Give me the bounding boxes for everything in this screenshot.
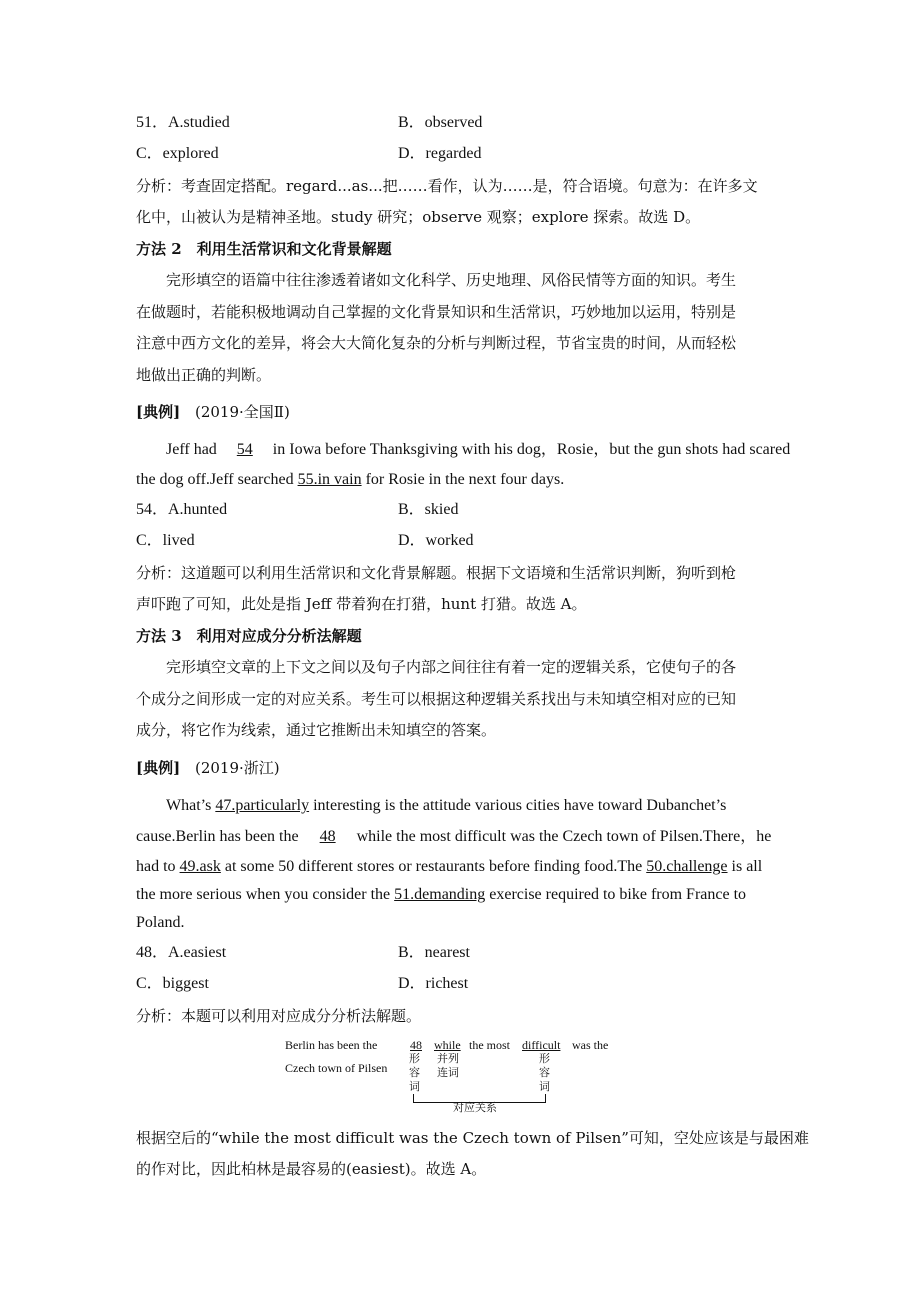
underlined-50: 50.challenge xyxy=(646,858,728,875)
q51-option-d: D．regarded xyxy=(398,145,482,162)
example1-header xyxy=(136,402,290,422)
example2-text: had to xyxy=(136,858,180,875)
conclusion-line2: 的作对比，因此柏林是最容易的(easiest)。故选 A。 xyxy=(136,1160,487,1178)
example2-header xyxy=(136,758,280,778)
diagram-label-conj-1: 并列 xyxy=(437,1052,459,1065)
q48-option-b: B．nearest xyxy=(398,944,470,961)
example2-line2 xyxy=(136,827,771,847)
diagram-text-was-the: was the xyxy=(572,1038,609,1052)
example1-label: [典例] xyxy=(136,403,181,421)
example2-text: exercise required to bike from France to xyxy=(485,886,747,903)
example2-line5: Poland. xyxy=(136,914,185,931)
method3-para-line1: 完形填空文章的上下文之间以及句子内部之间往往有着一定的逻辑关系，它使句子的各 xyxy=(166,658,737,676)
q54-option-b: B．skied xyxy=(398,501,459,518)
blank-48: 48 xyxy=(319,828,336,845)
q54-option-a: 54．A.hunted xyxy=(136,501,228,518)
example2-line4 xyxy=(136,885,746,905)
method2-para-line4: 地做出正确的判断。 xyxy=(136,366,272,384)
diagram-label-adj-left-2: 容 xyxy=(409,1066,420,1079)
q51-analysis-line2: 化中，山被认为是精神圣地。study 研究；observe 观察；explore 探索。故选 D。 xyxy=(136,208,701,226)
q51-option-a: 51．A.studied xyxy=(136,114,230,131)
example1-text: the dog off.Jeff searched xyxy=(136,471,298,488)
diagram-label-adj-left-1: 形 xyxy=(409,1052,420,1065)
q48-analysis: 分析：本题可以利用对应成分分析法解题。 xyxy=(136,1007,422,1025)
diagram-blank-48: 48 xyxy=(410,1038,422,1052)
q54-option-d: D．worked xyxy=(398,532,474,549)
diagram-label-conj-2: 连词 xyxy=(437,1066,459,1079)
underlined-51: 51.demanding xyxy=(394,886,486,903)
diagram-text-czech-town: Czech town of Pilsen xyxy=(285,1061,388,1075)
diagram-word-difficult: difficult xyxy=(522,1038,561,1052)
example2-line3 xyxy=(136,857,762,877)
example2-text: while the most difficult was the Czech town of Pilsen.There，he xyxy=(352,828,772,845)
q54-analysis-line1: 分析：这道题可以利用生活常识和文化背景解题。根据下文语境和生活常识判断，狗听到枪 xyxy=(136,564,737,582)
underlined-49: 49.ask xyxy=(179,858,221,875)
example2-label: [典例] xyxy=(136,759,181,777)
example1-line2 xyxy=(136,470,564,490)
underlined-47: 47.particularly xyxy=(215,797,310,814)
example2-text: What’s xyxy=(166,797,216,814)
conclusion-line1: 根据空后的“while the most difficult was the Czech town of Pilsen”可知，空处应该是与最困难 xyxy=(136,1129,809,1147)
diagram-text-the-most: the most xyxy=(469,1038,510,1052)
diagram-bracket-label: 对应关系 xyxy=(453,1101,497,1114)
method2-para-line3: 注意中西方文化的差异，将会大大简化复杂的分析与判断过程，节省宝贵的时间，从而轻松 xyxy=(136,334,737,352)
example2-text: the more serious when you consider the xyxy=(136,886,395,903)
example1-line1 xyxy=(166,440,790,460)
example2-source: (2019·浙江) xyxy=(194,759,280,777)
underlined-55: 55.in vain xyxy=(297,471,362,488)
example2-text: cause.Berlin has been the xyxy=(136,828,303,845)
example1-source: (2019·全国Ⅱ) xyxy=(194,403,290,421)
example1-text: Jeff had xyxy=(166,441,221,458)
diagram-label-adj-left-3: 词 xyxy=(409,1080,420,1093)
example1-text: in Iowa before Thanksgiving with his dog，Rosie，but the gun shots had scared xyxy=(268,441,791,458)
q48-option-a: 48．A.easiest xyxy=(136,944,227,961)
q48-option-c: C．biggest xyxy=(136,975,209,992)
q54-analysis-line2: 声吓跑了可知，此处是指 Jeff 带着狗在打猎，hunt 打猎。故选 A。 xyxy=(136,595,587,613)
diagram-word-while: while xyxy=(434,1038,461,1052)
example2-text: is all xyxy=(727,858,763,875)
example2-text: interesting is the attitude various cities have toward Dubanchet’s xyxy=(309,797,727,814)
example2-line1 xyxy=(166,796,726,816)
q51-option-c: C．explored xyxy=(136,145,219,162)
diagram-text-berlin: Berlin has been the xyxy=(285,1038,378,1052)
diagram-label-adj-right-2: 容 xyxy=(539,1066,550,1079)
method2-heading: 方法 2 利用生活常识和文化背景解题 xyxy=(136,240,392,258)
example1-text: for Rosie in the next four days. xyxy=(361,471,565,488)
diagram-label-adj-right-1: 形 xyxy=(539,1052,550,1065)
method2-para-line2: 在做题时，若能积极地调动自己掌握的文化背景知识和生活常识，巧妙地加以运用，特别是 xyxy=(136,303,737,321)
method2-para-line1: 完形填空的语篇中往往渗透着诸如文化科学、历史地理、风俗民情等方面的知识。考生 xyxy=(166,271,737,289)
method3-para-line2: 个成分之间形成一定的对应关系。考生可以根据这种逻辑关系找出与未知填空相对应的已知 xyxy=(136,690,737,708)
example2-text: at some 50 different stores or restaurants before finding food.The xyxy=(220,858,647,875)
diagram-label-adj-right-3: 词 xyxy=(539,1080,550,1093)
method3-para-line3: 成分，将它作为线索，通过它推断出未知填空的答案。 xyxy=(136,721,497,739)
method3-heading: 方法 3 利用对应成分分析法解题 xyxy=(136,627,362,645)
q54-option-c: C．lived xyxy=(136,532,195,549)
q51-option-b: B．observed xyxy=(398,114,483,131)
blank-54: 54 xyxy=(236,441,253,458)
q51-analysis-line1: 分析：考查固定搭配。regard...as...把……看作，认为……是，符合语境。句意为：在许多文 xyxy=(136,177,758,195)
q48-option-d: D．richest xyxy=(398,975,469,992)
